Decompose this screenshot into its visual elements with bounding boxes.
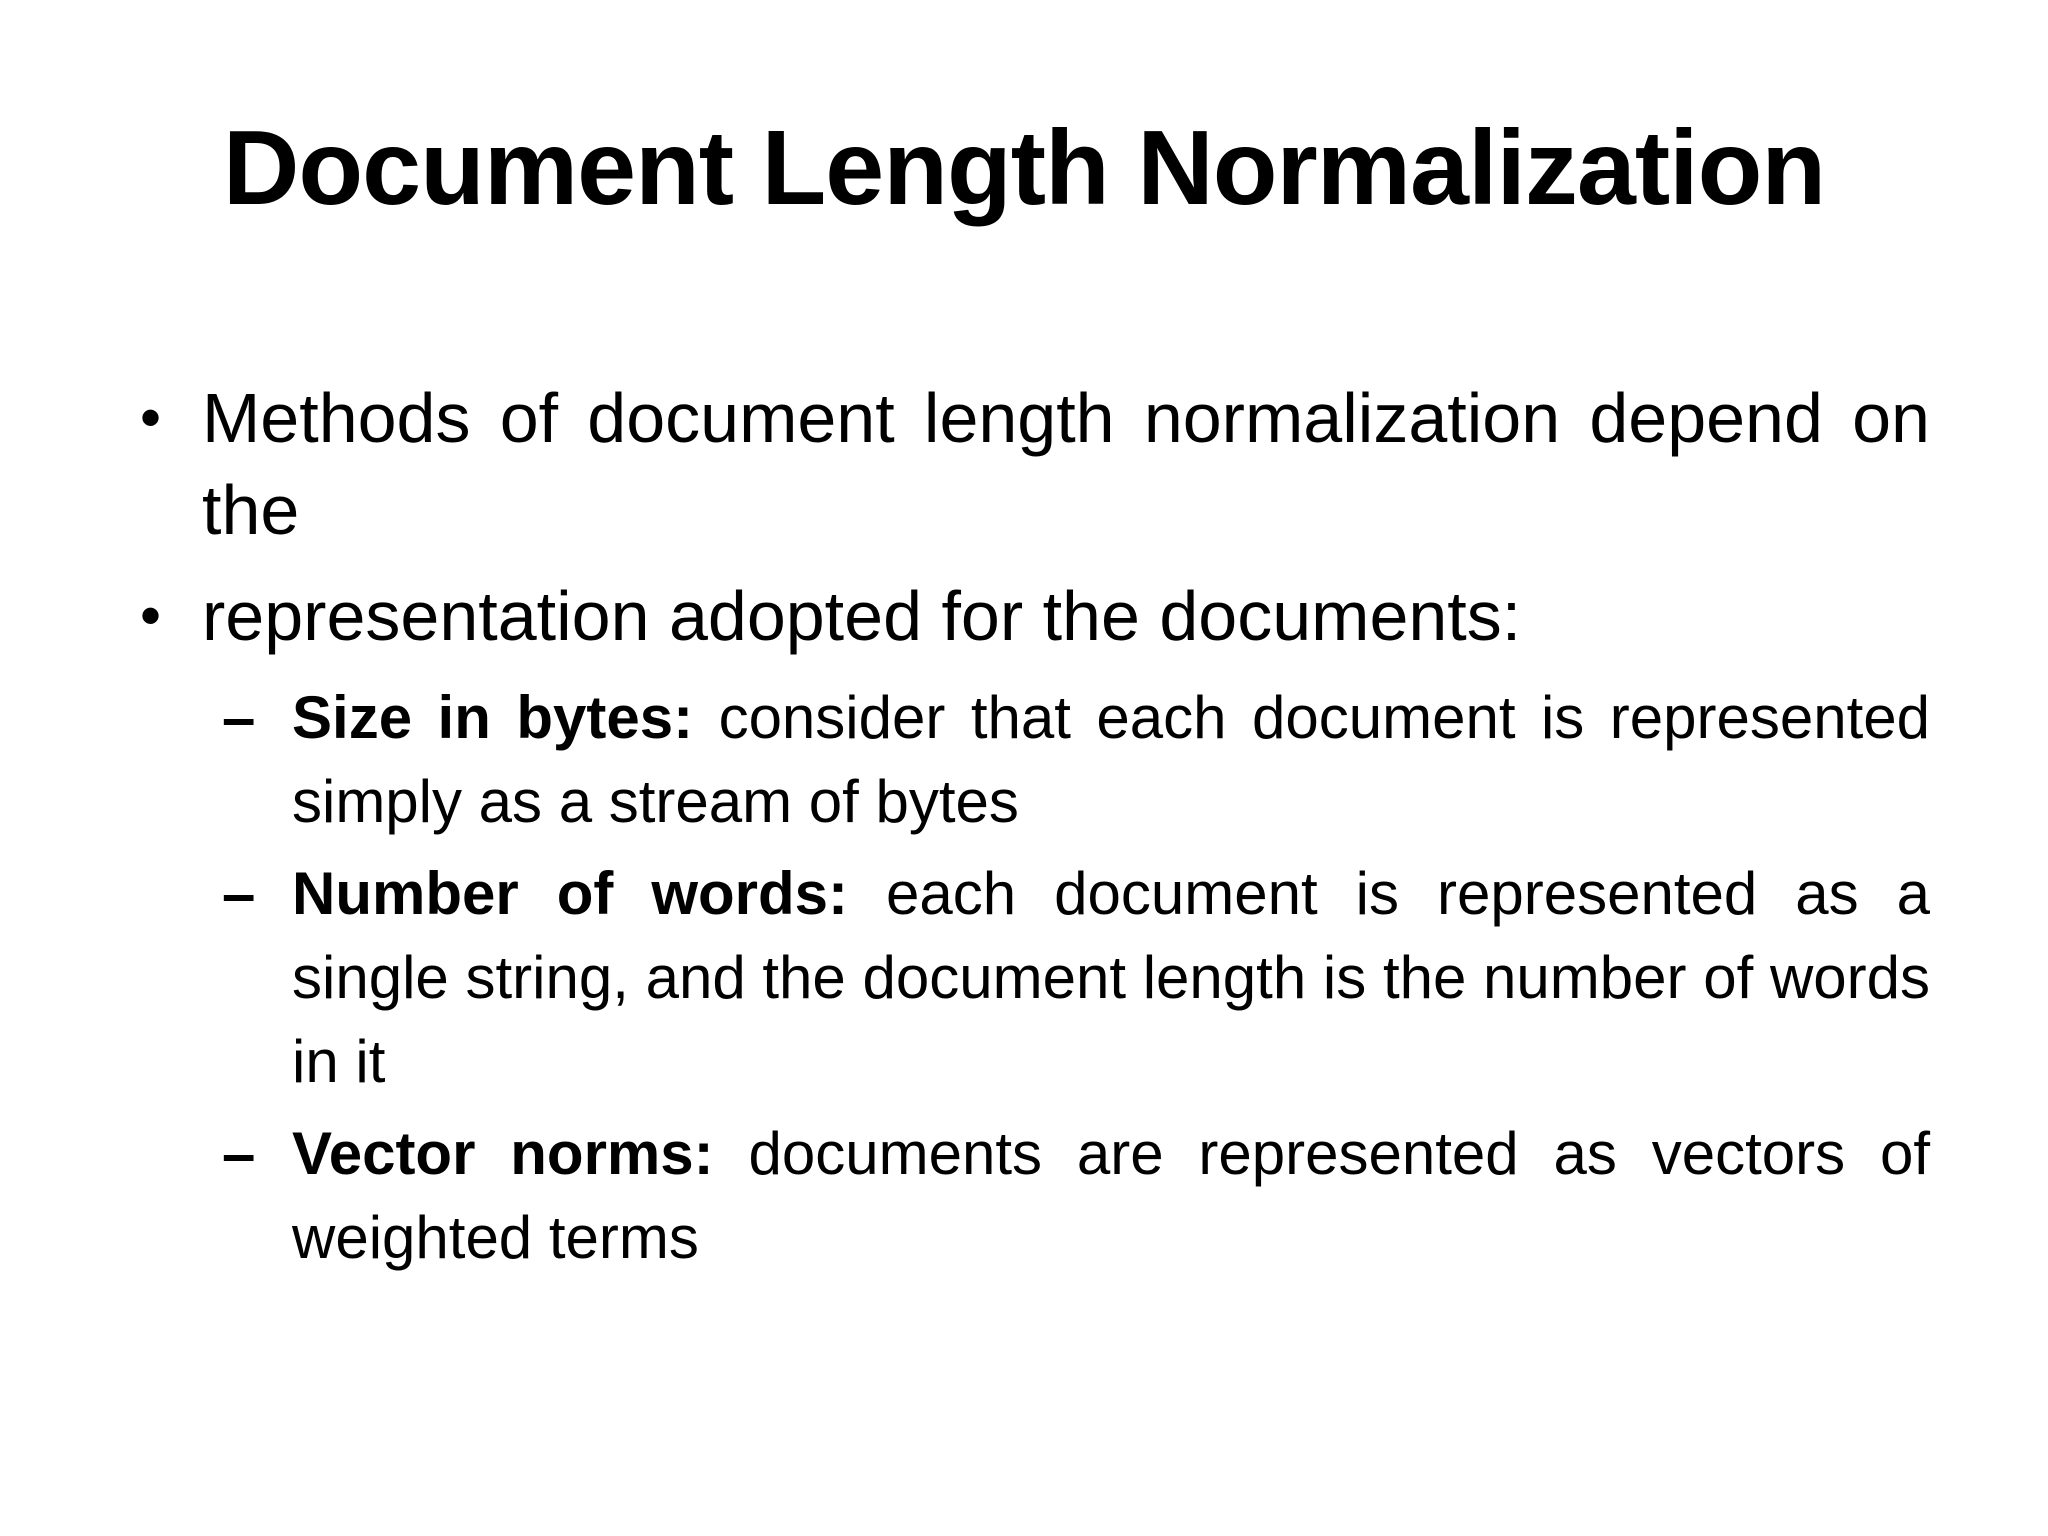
sub-bullet-item [222,852,1930,1104]
bullet-text: Methods of document length normalization depend on the [202,379,1930,549]
bullet-item [140,570,1930,662]
sub-bullet-item [222,1112,1930,1280]
sub-bullet-term: Vector norms: [292,1120,714,1187]
sub-bullet-item [222,676,1930,844]
slide-title: Document Length Normalization [222,109,1826,227]
bullet-marker: • [140,384,162,451]
sub-bullet-text: each document is represented as a single string, and the document length is the number of words in it [292,860,1930,1095]
sub-bullet-text: consider that each document is represented simply as a stream of bytes [292,684,1930,835]
sub-bullet-term: Number of words: [292,860,849,927]
bullet-item [140,372,1930,556]
bullet-marker: • [140,582,162,649]
slide-content [140,372,1930,1288]
sub-bullet-marker: – [222,860,256,927]
bullet-text: representation adopted for the documents: [202,577,1522,655]
sub-bullet-marker: – [222,1120,256,1187]
sub-bullet-marker: – [222,684,256,751]
sub-bullet-term: Size in bytes: [292,684,694,751]
sub-bullet-text: documents are represented as vectors of weighted terms [292,1120,1930,1271]
